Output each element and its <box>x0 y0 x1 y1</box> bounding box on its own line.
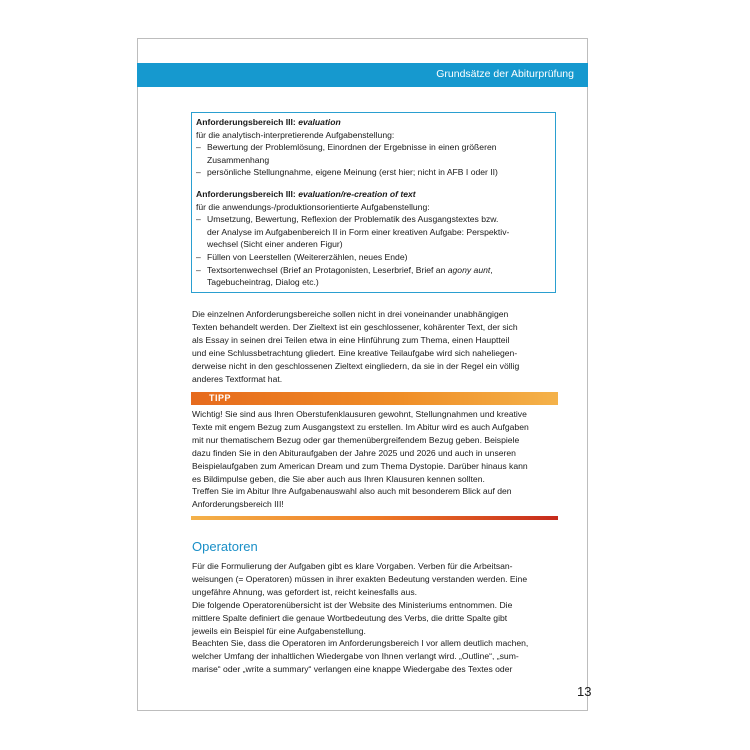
header-bar <box>137 63 588 87</box>
header-title: Grundsätze der Abiturprüfung <box>436 68 574 80</box>
box-section2-title: Anforderungsbereich III: evaluation/re-creation of text <box>196 188 416 199</box>
body-paragraph-2: Für die Formulierung der Aufgaben gibt es klare Vorgaben. Verben für die Arbeitsan- weisungen (= Operatoren) müssen in ihrer exakten Bedeutung verstanden werden. Eine ungefähre Ahnung, was gefordert ist, reicht keinesfalls aus. Die folgende Operatorenübersicht ist der Website des Ministeriums entnommen. Die mittlere Spalte definiert die genaue Wortbedeutung des Verbs, die dritte Spalte gibt jeweils ein Beispiel für eine Aufgabenstellung. Beachten Sie, dass die Operatoren im Anforderungsbereich I vor allem deutlich machen, welcher Umfang der inhaltlichen Wiedergabe von Ihnen verlangt wird. „Outline“, „sum- marise“ oder „write a summary“ verlangen eine knappe Wiedergabe des Textes oder <box>192 561 529 675</box>
list-item: – persönliche Stellungnahme, eigene Meinung (erst hier; nicht in AFB I oder II) <box>196 166 551 179</box>
tip-header-bar <box>191 392 558 405</box>
box-section1-intro: für die analytisch-interpretierende Aufgabenstellung: <box>196 129 395 140</box>
list-item: – Textsortenwechsel (Brief an Protagonisten, Leserbrief, Brief an agony aunt, Tagebucheintrag, Dialog etc.) <box>196 264 551 289</box>
tip-label: TIPP <box>209 393 232 403</box>
body-paragraph-1: Die einzelnen Anforderungsbereiche sollen nicht in drei voneinander unabhängigen Texten behandelt werden. Der Zieltext ist ein geschlossener, kohärenter Text, der sich als Essay in seinen drei Teilen etwa in eine Hinführung zum Thema, einen Hauptteil und eine Schlussbetrachtung gliedert. Eine kreative Teilaufgabe wird sich naheliegen- derweise nicht in den geschlossenen Zieltext eingliedern, da sie in der Regel ein völlig anderes Textformat hat. <box>192 309 520 384</box>
tip-text: Wichtig! Sie sind aus Ihren Oberstufenklausuren gewohnt, Stellungnahmen und kreative Texte mit engem Bezug zum Ausgangstext zu erstellen. Im Abitur wird es auch Aufgaben mit nur thematischem Bezug oder gar themenübergreifendem Bezug geben. Beispiele dazu finden Sie in den Abituraufgaben der Jahre 2025 und 2026 und auch in unseren Beispielaufgaben zum American Dream und zum Thema Dystopie. Darüber hinaus kann es Bildimpulse geben, die Sie aber auch aus Ihren Klausuren kennen sollten. Treffen Sie im Abitur Ihre Aufgabenauswahl also auch mit besonderem Blick auf den Anforderungsbereich III! <box>192 409 529 510</box>
list-item: – Umsetzung, Bewertung, Reflexion der Problematik des Ausgangstextes bzw. der Analyse im Aufgabenbereich II in Form einer kreativen Aufgabe: Perspektiv- wechsel (Sicht einer anderen Figur) <box>196 213 551 251</box>
list-item: – Füllen von Leerstellen (Weitererzählen, neues Ende) <box>196 251 551 264</box>
page-number: 13 <box>577 684 592 699</box>
requirements-box <box>191 112 556 293</box>
section-heading: Operatoren <box>192 539 258 554</box>
box-section1-title: Anforderungsbereich III: evaluation <box>196 117 341 127</box>
tip-bottom-rule <box>191 516 558 520</box>
box-section2-intro: für die anwendungs-/produktionsorientierte Aufgabenstellung: <box>196 201 430 212</box>
list-item: – Bewertung der Problemlösung, Einordnen der Ergebnisse in einen größeren Zusammenhang <box>196 141 551 166</box>
